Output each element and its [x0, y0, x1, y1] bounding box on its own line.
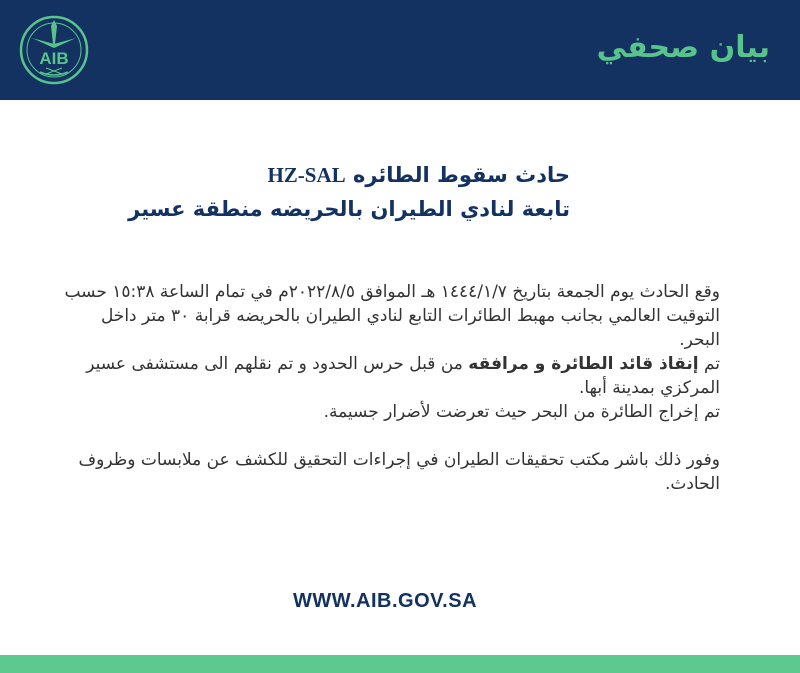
aircraft-registration: HZ-SAL	[267, 163, 346, 187]
headline	[40, 158, 570, 226]
footer-bar	[0, 655, 800, 673]
rescue-suffix: من قبل حرس الحدود و تم نقلهم الى مستشفى عسير المركزي بمدينة أبها.	[86, 354, 720, 398]
website-link[interactable]: WWW.AIB.GOV.SA	[292, 590, 478, 612]
paragraph-investigation: وفور ذلك باشر مكتب تحقيقات الطيران في إجراءات التحقيق للكشف عن ملابسات وظروف الحادث.	[78, 450, 720, 494]
paragraph-rescue	[60, 352, 720, 400]
header-title: بيان صحفي	[596, 30, 770, 65]
aib-logo-icon	[18, 14, 90, 86]
paragraph-incident: وقع الحادث يوم الجمعة بتاريخ ١٤٤٤/١/٧ هـ الموافق ٢٠٢٢/٨/٥م في تمام الساعة ١٥:٣٨ حسب التوقيت العالمي بجانب مهبط الطائرات التابع لنادي الطيران بالحريضه قرابة ٣٠ متر داخل البحر.	[64, 282, 720, 350]
rescue-prefix: تم	[698, 354, 720, 374]
logo-text: AIB	[39, 49, 69, 68]
headline-prefix: حادث سقوط الطائره	[345, 163, 570, 187]
spacer	[60, 424, 720, 448]
rescue-highlight: إنقاذ قائد الطائرة و مرافقه	[468, 354, 699, 374]
headline-line2: تابعة لنادي الطيران بالحريضه منطقة عسير	[128, 197, 570, 221]
header-banner	[0, 0, 800, 100]
paragraph-recovery: تم إخراج الطائرة من البحر حيث تعرضت لأضرار جسيمة.	[323, 402, 720, 422]
headline-line1	[40, 158, 570, 192]
statement-body	[60, 280, 720, 496]
